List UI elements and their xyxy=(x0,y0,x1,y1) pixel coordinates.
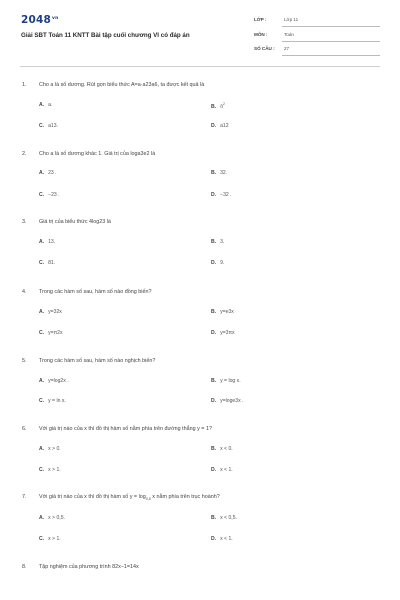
option-b[interactable] xyxy=(211,309,234,315)
option-text: −32 . xyxy=(220,192,232,198)
question-number: 8. xyxy=(22,564,27,570)
option-text: x > 1. xyxy=(48,467,61,473)
option-label: D. xyxy=(211,192,217,198)
meta-subject xyxy=(254,29,380,43)
option-text: x > 1. xyxy=(48,536,61,542)
question-text: Với giá trị nào của x thì đồ thị hàm số nằm phía trên đường thẳng y = 1? xyxy=(39,426,212,432)
question-text: Giá trị của biểu thức 4log23 là xyxy=(39,219,111,225)
option-text: 3. xyxy=(220,239,225,245)
option-text: a12 xyxy=(220,123,229,129)
option-d[interactable] xyxy=(211,536,233,542)
option-text: a. xyxy=(48,102,53,108)
question-text: Trong các hàm số sau, hàm số nào đồng biến? xyxy=(39,289,152,295)
meta-count-key: SỐ CÂU : xyxy=(254,46,275,51)
option-text: y = ln x. xyxy=(48,398,66,404)
option-label: C. xyxy=(39,330,45,336)
logo-text: 2048 xyxy=(21,14,52,26)
question-number: 7. xyxy=(22,494,27,500)
option-label: A. xyxy=(39,102,45,108)
option-label: A. xyxy=(39,170,45,176)
option-label: D. xyxy=(211,398,217,404)
option-text: 81. xyxy=(48,260,56,266)
option-a[interactable] xyxy=(39,102,52,108)
site-logo[interactable] xyxy=(21,14,59,26)
option-label: B. xyxy=(211,170,217,176)
option-text: x > 0. xyxy=(48,446,61,452)
question-number: 6. xyxy=(22,426,27,432)
option-c[interactable] xyxy=(39,467,61,473)
option-label: D. xyxy=(211,260,217,266)
meta-subject-value: Toán xyxy=(284,32,294,37)
question-text-post: x nằm phía trên trục hoành? xyxy=(150,494,220,500)
option-label: B. xyxy=(211,103,217,110)
option-c[interactable] xyxy=(39,398,66,404)
option-text: y=loge3x . xyxy=(220,398,244,404)
option-label: B. xyxy=(211,446,217,452)
option-text: 23 . xyxy=(48,170,57,176)
question-text-pre: Với giá trị nào của x thì đồ thị hàm số y = log xyxy=(39,494,146,500)
option-b[interactable] xyxy=(211,378,241,384)
option-label: C. xyxy=(39,467,45,473)
option-text: 9. xyxy=(220,260,225,266)
option-label: D. xyxy=(211,123,217,129)
option-text: 13. xyxy=(48,239,56,245)
option-a[interactable] xyxy=(39,239,55,245)
option-text: −23 . xyxy=(48,192,60,198)
logo-suffix: vn xyxy=(52,15,59,21)
option-superscript: 2 xyxy=(222,102,225,106)
option-label: B. xyxy=(211,239,217,245)
question-number: 5. xyxy=(22,358,27,364)
option-a[interactable] xyxy=(39,170,57,176)
option-text: x < 0,5. xyxy=(220,515,237,521)
option-label: A. xyxy=(39,239,45,245)
meta-underline xyxy=(282,26,380,27)
option-b[interactable] xyxy=(211,446,233,452)
option-a[interactable] xyxy=(39,515,65,521)
option-d[interactable] xyxy=(211,192,232,198)
option-c[interactable] xyxy=(39,330,63,336)
question-number: 2. xyxy=(22,151,27,157)
meta-subject-key: MÔN : xyxy=(254,32,268,37)
option-label: D. xyxy=(211,330,217,336)
option-label: B. xyxy=(211,309,217,315)
option-c[interactable] xyxy=(39,260,55,266)
option-a[interactable] xyxy=(39,309,62,315)
question-text xyxy=(39,494,220,501)
option-c[interactable] xyxy=(39,123,58,129)
option-label: C. xyxy=(39,260,45,266)
option-b[interactable] xyxy=(211,239,224,245)
option-text: y=32x xyxy=(48,309,62,315)
option-text: x < 1. xyxy=(220,467,233,473)
question-text: Trong các hàm số sau, hàm số nào nghịch biến? xyxy=(39,358,156,364)
option-label: A. xyxy=(39,446,45,452)
option-text: x > 0,5. xyxy=(48,515,65,521)
option-a[interactable] xyxy=(39,446,61,452)
option-text: a xyxy=(220,103,223,110)
option-b[interactable] xyxy=(211,102,225,110)
meta-underline xyxy=(282,41,380,42)
option-a[interactable] xyxy=(39,378,69,384)
option-d[interactable] xyxy=(211,398,243,404)
option-label: A. xyxy=(39,378,45,384)
option-label: B. xyxy=(211,515,217,521)
question-text: Tập nghiệm của phương trình 82x−1=14x xyxy=(39,564,139,570)
option-d[interactable] xyxy=(211,467,233,473)
option-text: 32. xyxy=(220,170,228,176)
question-number: 3. xyxy=(22,219,27,225)
header-divider xyxy=(20,66,380,67)
question-text-subscript: 0,5 xyxy=(145,497,151,502)
option-text: y=e3x xyxy=(220,309,234,315)
option-d[interactable] xyxy=(211,330,235,336)
meta-count-value: 27 xyxy=(284,46,290,51)
option-text: x < 1. xyxy=(220,536,233,542)
option-c[interactable] xyxy=(39,192,60,198)
meta-grade-key: LỚP : xyxy=(254,17,267,22)
option-text: y=3πx xyxy=(220,330,235,336)
option-text: y=π2x xyxy=(48,330,63,336)
question-text: Cho a là số dương khác 1. Giá trị của loga3e2 là xyxy=(39,151,156,157)
option-c[interactable] xyxy=(39,536,61,542)
option-label: C. xyxy=(39,398,45,404)
question-number: 4. xyxy=(22,289,27,295)
option-label: C. xyxy=(39,192,45,198)
option-b[interactable] xyxy=(211,170,227,176)
option-label: D. xyxy=(211,536,217,542)
option-d[interactable] xyxy=(211,123,229,129)
option-label: A. xyxy=(39,515,45,521)
option-d[interactable] xyxy=(211,260,224,266)
option-label: D. xyxy=(211,467,217,473)
question-number: 1. xyxy=(22,82,27,88)
option-label: C. xyxy=(39,536,45,542)
meta-count xyxy=(254,43,380,57)
meta-grade xyxy=(254,14,380,28)
option-text: y = log x. xyxy=(220,378,241,384)
option-text: x < 0. xyxy=(220,446,233,452)
option-b[interactable] xyxy=(211,515,237,521)
option-label: B. xyxy=(211,378,217,384)
document-header xyxy=(0,0,400,66)
option-label: A. xyxy=(39,309,45,315)
document-title: Giải SBT Toán 11 KNTT Bài tập cuối chương VI có đáp án xyxy=(21,32,190,39)
option-text: a13. xyxy=(48,123,59,129)
meta-grade-value: Lớp 11 xyxy=(284,17,299,22)
option-text: y=log2x . xyxy=(48,378,69,384)
meta-underline xyxy=(282,55,380,56)
option-label: C. xyxy=(39,123,45,129)
question-text: Cho a là số dương. Rút gọn biểu thức A=a·a23a6, ta được kết quả là xyxy=(39,82,205,88)
